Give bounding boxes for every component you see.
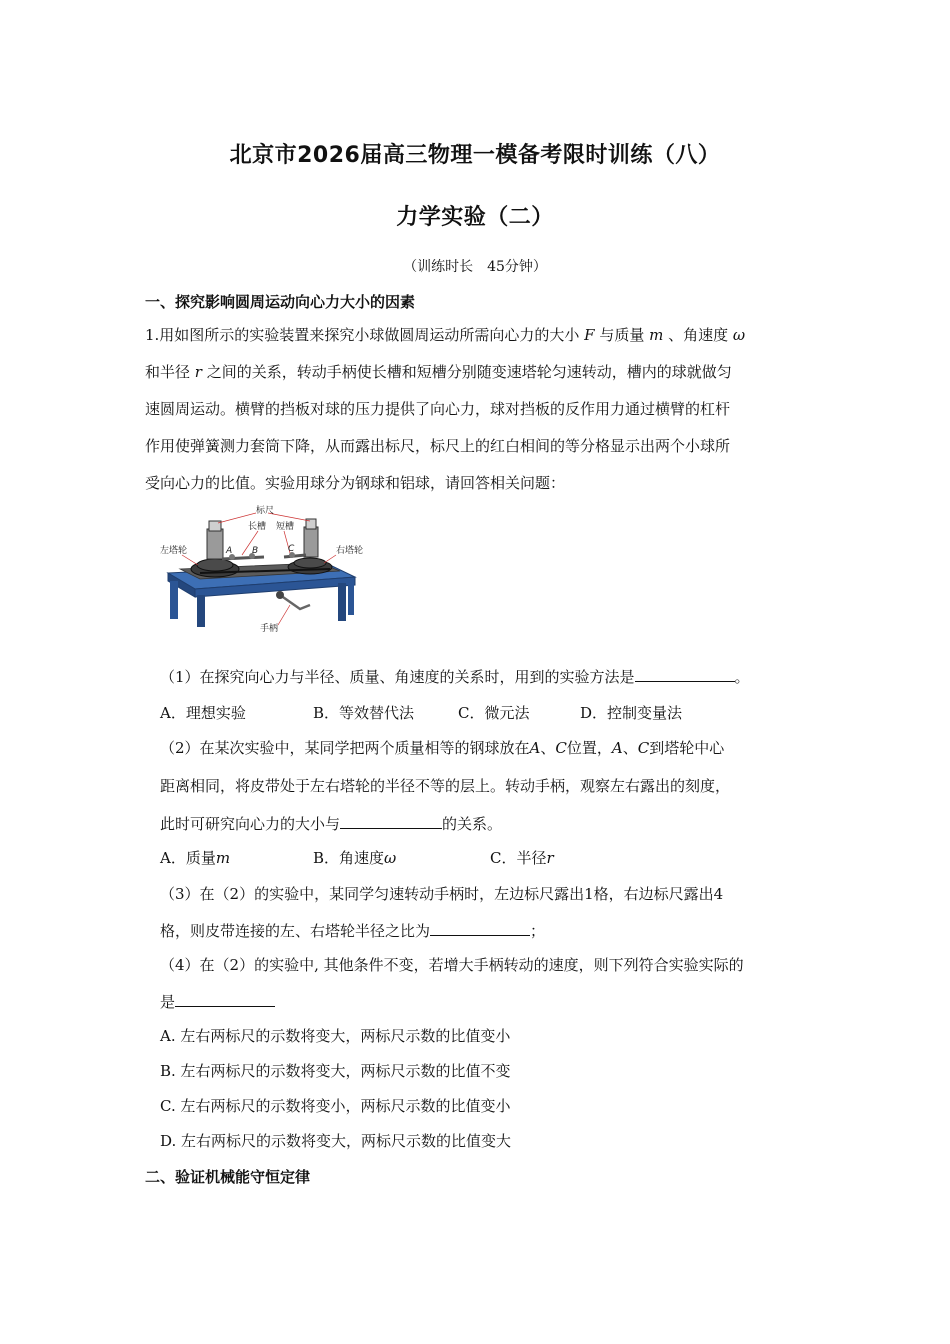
var-C: C — [555, 739, 567, 757]
figure-label-A: A — [226, 546, 233, 556]
q1-part-3-line-2 — [160, 920, 545, 941]
section-2-heading: 二、验证机械能守恒定律 — [145, 1168, 311, 1186]
option-label: C．半径 — [490, 849, 547, 867]
figure-label-B: B — [252, 546, 259, 556]
part-4-option-a[interactable]: A. 左右两标尺的示数将变大，两标尺示数的比值变小 — [160, 1027, 511, 1045]
figure-label-short-groove: 短槽 — [276, 522, 295, 532]
var-A: A — [529, 739, 541, 757]
q1-part-4-line-1: （4）在（2）的实验中, 其他条件不变，若增大手柄转动的速度，则下列符合实验实际的 — [160, 956, 744, 974]
answer-blank-1[interactable] — [635, 666, 735, 682]
part-1-option-c[interactable]: C．微元法 — [458, 704, 530, 722]
var-r: r — [194, 363, 202, 381]
q1-line-4: 作用使弹簧测力套筒下降，从而露出标尺，标尺上的红白相间的等分格显示出两个小球所 — [145, 437, 731, 455]
figure-label-ruler: 标尺 — [256, 506, 275, 516]
part-1-option-d[interactable]: D．控制变量法 — [580, 704, 683, 722]
q1-part-2-line-3 — [160, 813, 502, 834]
var-omega: ω — [732, 326, 746, 344]
part-1-end: 。 — [734, 668, 750, 686]
section-1-heading: 一、探究影响圆周运动向心力大小的因素 — [145, 293, 416, 311]
part-2-text: 的关系。 — [442, 815, 503, 833]
part-2-text: 此时可研究向心力的大小与 — [160, 815, 341, 833]
q1-part-3-line-1: （3）在（2）的实验中，某同学匀速转动手柄时，左边标尺露出1格，右边标尺露出4 — [160, 885, 724, 903]
q1-part-2-line-1 — [160, 737, 724, 758]
figure-label-left-tower: 左塔轮 — [160, 546, 188, 556]
q1-line-3: 速圆周运动。横臂的挡板对球的压力提供了向心力，球对挡板的反作用力通过横臂的杠杆 — [145, 400, 731, 418]
part-2-option-a[interactable] — [160, 847, 230, 868]
var-C: C — [637, 739, 650, 757]
part-1-option-b[interactable]: B．等效替代法 — [313, 704, 415, 722]
part-1-text: （1）在探究向心力与半径、质量、角速度的关系时，用到的实验方法是 — [160, 668, 635, 686]
option-label: B．角速度 — [313, 849, 385, 867]
q1-text: 和半径 — [145, 363, 191, 381]
part-2-text: 到塔轮中心 — [649, 739, 725, 757]
centripetal-force-apparatus-figure — [160, 505, 380, 635]
part-2-option-c[interactable] — [490, 847, 554, 868]
q1-part-2-line-2: 距离相同，将皮带处于左右塔轮的半径不等的层上。转动手柄，观察左右露出的刻度， — [160, 777, 731, 795]
part-2-text: 、 — [622, 739, 638, 757]
var-A: A — [611, 739, 623, 757]
figure-label-handle: 手柄 — [260, 624, 279, 634]
var-m: m — [649, 326, 664, 344]
page-subtitle: 力学实验（二） — [396, 205, 554, 230]
figure-label-C: C — [288, 544, 295, 554]
option-label: A．质量 — [160, 849, 216, 867]
figure-label-long-groove: 长槽 — [248, 522, 267, 532]
q1-text: 之间的关系，转动手柄使长槽和短槽分别随变速塔轮匀速转动，槽内的球就做匀 — [206, 363, 732, 381]
var-omega: ω — [384, 849, 397, 867]
part-2-option-b[interactable] — [313, 847, 396, 868]
part-2-text: （2）在某次实验中，某同学把两个质量相等的钢球放在 — [160, 739, 530, 757]
answer-blank-3[interactable] — [430, 920, 530, 936]
var-r: r — [546, 849, 554, 867]
part-2-text: 、 — [540, 739, 556, 757]
part-4-text: 是 — [160, 993, 176, 1011]
part-4-option-b[interactable]: B. 左右两标尺的示数将变大，两标尺示数的比值不变 — [160, 1062, 511, 1080]
part-3-text: 格，则皮带连接的左、右塔轮半径之比为 — [160, 922, 431, 940]
part-2-text: 位置， — [566, 739, 612, 757]
q1-line-5: 受向心力的比值。实验用球分为钢球和铝球，请回答相关问题： — [145, 474, 566, 492]
part-1-option-a[interactable]: A．理想实验 — [160, 704, 246, 722]
figure-label-right-tower: 右塔轮 — [336, 546, 364, 556]
page-title: 北京市2026届高三物理一模备考限时训练（八） — [229, 143, 721, 168]
var-m: m — [215, 849, 231, 867]
q1-line-2 — [145, 361, 732, 382]
answer-blank-2[interactable] — [340, 813, 442, 829]
part-4-option-c[interactable]: C. 左右两标尺的示数将变小，两标尺示数的比值变小 — [160, 1097, 511, 1115]
var-F: F — [584, 326, 595, 344]
q1-line-1 — [145, 324, 745, 345]
training-duration: （训练时长 45分钟） — [403, 259, 547, 275]
q1-text: 1.用如图所示的实验装置来探究小球做圆周运动所需向心力的大小 — [145, 326, 580, 344]
part-3-text: ； — [530, 922, 546, 940]
q1-part-1 — [160, 666, 750, 687]
q1-text: 与质量 — [599, 326, 645, 344]
part-4-option-d[interactable]: D. 左右两标尺的示数将变大，两标尺示数的比值变大 — [160, 1132, 512, 1150]
q1-text: 、角速度 — [668, 326, 729, 344]
answer-blank-4[interactable] — [175, 991, 275, 1007]
q1-part-4-line-2 — [160, 991, 275, 1012]
